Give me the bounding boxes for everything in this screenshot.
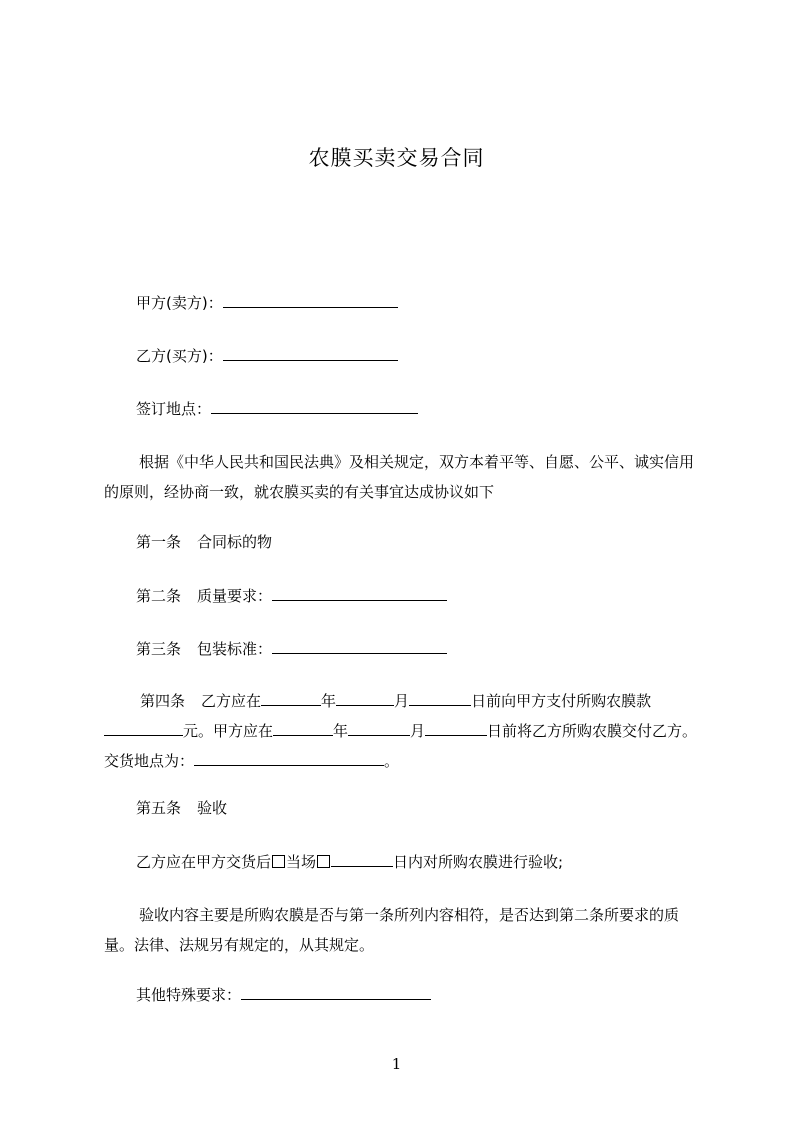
inspection-content-paragraph: 验收内容主要是所购农膜是否与第一条所列内容相符，是否达到第二条所要求的质量。法律、法规另有规定的，从其规定。 [104,906,680,954]
inspection-text-3: 日内对所购农膜进行验收; [393,853,564,871]
article-2-label: 质量要求： [197,587,273,605]
inspection-text-1: 乙方应在甲方交货后 [136,853,272,871]
article-4-text-5: 元。甲方应在 [183,722,274,740]
delivery-month-blank[interactable] [348,720,410,736]
payment-amount-blank[interactable] [104,720,183,736]
inspection-text-2: 当场 [286,853,317,871]
party-a-line [136,292,398,313]
article-4-text-4: 日前向甲方支付所购农膜款 [471,692,652,710]
packaging-standard-blank[interactable] [272,638,447,654]
party-b-label: 乙方(买方)： [136,347,223,365]
article-5-number: 第五条 [136,799,182,817]
article-3-label: 包装标准： [197,640,273,658]
special-requirements-label: 其他特殊要求： [136,986,242,1004]
inspection-line [136,851,563,872]
article-1 [136,532,272,552]
article-2 [136,585,447,606]
party-b-blank[interactable] [223,345,398,361]
intro-paragraph: 根据《中华人民共和国民法典》及相关规定，双方本着平等、自愿、公平、诚实信用的原则，经协商一致，就农膜买卖的有关事宜达成协议如下 [104,453,695,501]
article-4-text-8: 日前将乙方所购农膜交付乙方。交货地点为： [104,722,698,770]
article-4-text-3: 月 [394,692,410,710]
article-4-text-6: 年 [333,722,349,740]
payment-year-blank[interactable] [261,690,321,706]
document-title: 农膜买卖交易合同 [308,146,485,170]
article-4-text-1: 乙方应在 [201,692,262,710]
party-a-label: 甲方(卖方)： [136,294,223,312]
payment-month-blank[interactable] [336,690,394,706]
delivery-place-blank[interactable] [194,750,384,766]
within-days-checkbox[interactable] [317,855,330,868]
delivery-day-blank[interactable] [425,720,487,736]
party-a-blank[interactable] [223,292,398,308]
article-4 [104,686,704,776]
payment-day-blank[interactable] [409,690,471,706]
party-b-line [136,345,398,366]
delivery-year-blank[interactable] [273,720,333,736]
article-4-text-7: 月 [410,722,426,740]
signing-place-label: 签订地点： [136,400,212,418]
signing-place-line [136,398,418,419]
article-5 [136,798,227,818]
article-2-number: 第二条 [136,587,182,605]
special-requirements-blank[interactable] [241,984,431,1000]
article-3-number: 第三条 [136,640,182,658]
special-requirements-line [136,984,431,1005]
article-4-text-2: 年 [321,692,337,710]
article-4-number: 第四条 [140,692,186,710]
on-site-checkbox[interactable] [272,855,285,868]
article-4-text-9: 。 [384,752,400,770]
signing-place-blank[interactable] [211,398,418,414]
page-number: 1 [391,1055,402,1073]
article-1-heading: 合同标的物 [197,533,273,551]
article-5-heading: 验收 [197,799,228,817]
quality-requirement-blank[interactable] [272,585,447,601]
inspection-days-blank[interactable] [331,851,393,867]
article-3 [136,638,447,659]
article-1-number: 第一条 [136,533,182,551]
